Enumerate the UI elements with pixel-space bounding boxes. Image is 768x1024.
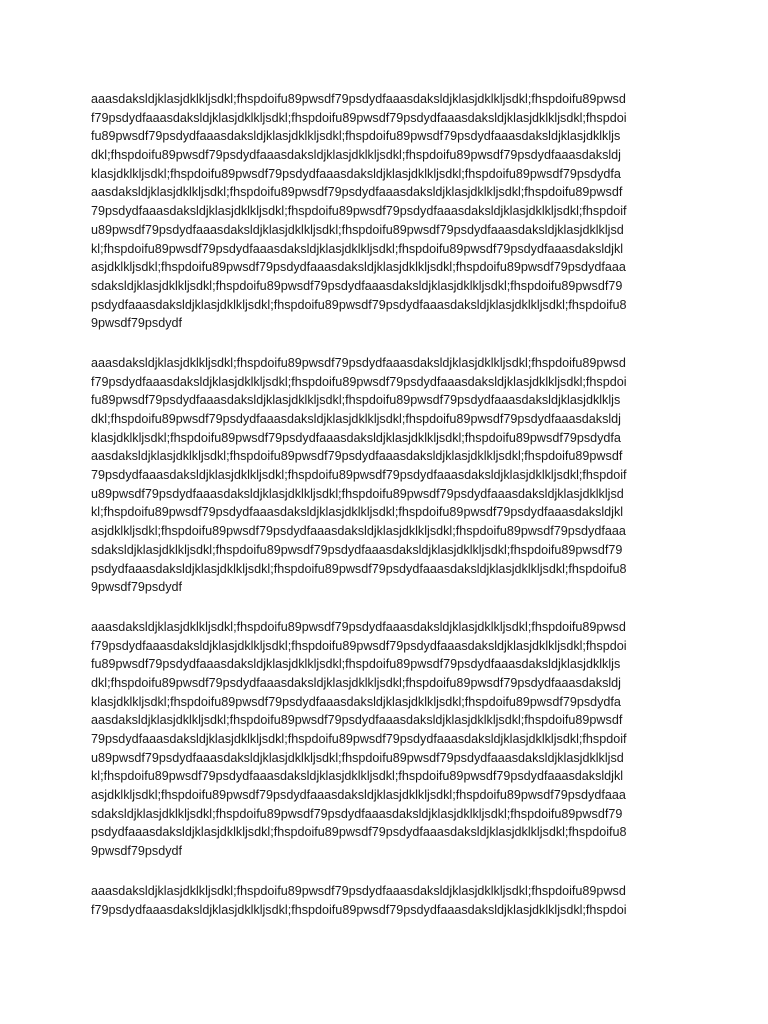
text-line: aaasdaksldjklasjdklkljsdkl;fhspdoifu89pwsdf79psdydfaaasdaksldjklasjdklkljsdkl;fhspdoifu89pwsd xyxy=(91,92,626,106)
text-line: u89pwsdf79psdydfaaasdaksldjklasjdklkljsdkl;fhspdoifu89pwsdf79psdydfaaasdaksldjklasjdklkljsd xyxy=(91,750,624,765)
text-line: 79psdydfaaasdaksldjklasjdklkljsdkl;fhspdoifu89pwsdf79psdydfaaasdaksldjklasjdklkljsdkl;fhspdoif xyxy=(91,732,627,746)
text-line: 79psdydfaaasdaksldjklasjdklkljsdkl;fhspdoifu89pwsdf79psdydfaaasdaksldjklasjdklkljsdkl;fhspdoif xyxy=(91,468,627,483)
text-line: 9pwsdf79psdydf xyxy=(91,316,183,331)
text-line: kl;fhspdoifu89pwsdf79psdydfaaasdaksldjklasjdklkljsdkl;fhspdoifu89pwsdf79psdydfaaasdaksldjkl xyxy=(91,241,624,256)
text-line: 9pwsdf79psdydf xyxy=(91,844,183,859)
text-line: asjdklkljsdkl;fhspdoifu89pwsdf79psdydfaaasdaksldjklasjdklkljsdkl;fhspdoifu89pwsdf79psdydfaaa xyxy=(91,524,626,539)
text-line: 9pwsdf79psdydf xyxy=(91,580,183,595)
text-line: kl;fhspdoifu89pwsdf79psdydfaaasdaksldjklasjdklkljsdkl;fhspdoifu89pwsdf79psdydfaaasdaksldjkl xyxy=(91,769,624,784)
text-line: aaasdaksldjklasjdklkljsdkl;fhspdoifu89pwsdf79psdydfaaasdaksldjklasjdklkljsdkl;fhspdoifu89pwsd xyxy=(91,619,626,634)
text-line: dkl;fhspdoifu89pwsdf79psdydfaaasdaksldjklasjdklkljsdkl;fhspdoifu89pwsdf79psdydfaaasdaksldj xyxy=(91,148,621,163)
text-line: sdaksldjklasjdklkljsdkl;fhspdoifu89pwsdf79psdydfaaasdaksldjklasjdklkljsdkl;fhspdoifu89pwsdf79 xyxy=(91,542,623,557)
text-line: sdaksldjklasjdklkljsdkl;fhspdoifu89pwsdf79psdydfaaasdaksldjklasjdklkljsdkl;fhspdoifu89pwsdf79 xyxy=(91,806,623,821)
paragraph-3 xyxy=(91,618,681,861)
text-line: f79psdydfaaasdaksldjklasjdklkljsdkl;fhspdoifu89pwsdf79psdydfaaasdaksldjklasjdklkljsdkl;fhspdoi xyxy=(91,638,627,653)
text-line: psdydfaaasdaksldjklasjdklkljsdkl;fhspdoifu89pwsdf79psdydfaaasdaksldjklasjdklkljsdkl;fhspdoifu8 xyxy=(91,825,627,840)
text-line: u89pwsdf79psdydfaaasdaksldjklasjdklkljsdkl;fhspdoifu89pwsdf79psdydfaaasdaksldjklasjdklkljsd xyxy=(91,222,624,237)
text-line: asjdklkljsdkl;fhspdoifu89pwsdf79psdydfaaasdaksldjklasjdklkljsdkl;fhspdoifu89pwsdf79psdydfaaa xyxy=(91,260,626,275)
text-line: klasjdklkljsdkl;fhspdoifu89pwsdf79psdydfaaasdaksldjklasjdklkljsdkl;fhspdoifu89pwsdf79psdydfa xyxy=(91,166,621,181)
text-line: kl;fhspdoifu89pwsdf79psdydfaaasdaksldjklasjdklkljsdkl;fhspdoifu89pwsdf79psdydfaaasdaksldjkl xyxy=(91,505,624,520)
text-line: aaasdaksldjklasjdklkljsdkl;fhspdoifu89pwsdf79psdydfaaasdaksldjklasjdklkljsdkl;fhspdoifu89pwsd xyxy=(91,883,626,898)
text-line: aaasdaksldjklasjdklkljsdkl;fhspdoifu89pwsdf79psdydfaaasdaksldjklasjdklkljsdkl;fhspdoifu89pwsd xyxy=(91,355,626,370)
text-line: klasjdklkljsdkl;fhspdoifu89pwsdf79psdydfaaasdaksldjklasjdklkljsdkl;fhspdoifu89pwsdf79psdydfa xyxy=(91,430,621,445)
text-line: dkl;fhspdoifu89pwsdf79psdydfaaasdaksldjklasjdklkljsdkl;fhspdoifu89pwsdf79psdydfaaasdaksldj xyxy=(91,675,621,690)
text-line: psdydfaaasdaksldjklasjdklkljsdkl;fhspdoifu89pwsdf79psdydfaaasdaksldjklasjdklkljsdkl;fhspdoifu8 xyxy=(91,297,627,312)
paragraph-4 xyxy=(91,882,681,919)
text-line: fu89pwsdf79psdydfaaasdaksldjklasjdklkljsdkl;fhspdoifu89pwsdf79psdydfaaasdaksldjklasjdklkljs xyxy=(91,393,621,408)
text-line: u89pwsdf79psdydfaaasdaksldjklasjdklkljsdkl;fhspdoifu89pwsdf79psdydfaaasdaksldjklasjdklkljsd xyxy=(91,486,624,501)
text-line: sdaksldjklasjdklkljsdkl;fhspdoifu89pwsdf79psdydfaaasdaksldjklasjdklkljsdkl;fhspdoifu89pwsdf79 xyxy=(91,278,623,293)
paragraph-2 xyxy=(91,354,681,597)
text-line: dkl;fhspdoifu89pwsdf79psdydfaaasdaksldjklasjdklkljsdkl;fhspdoifu89pwsdf79psdydfaaasdaksldj xyxy=(91,412,621,426)
text-line: asjdklkljsdkl;fhspdoifu89pwsdf79psdydfaaasdaksldjklasjdklkljsdkl;fhspdoifu89pwsdf79psdydfaaa xyxy=(91,788,626,803)
text-line: aasdaksldjklasjdklkljsdkl;fhspdoifu89pwsdf79psdydfaaasdaksldjklasjdklkljsdkl;fhspdoifu89pwsdf xyxy=(91,449,623,464)
text-line: klasjdklkljsdkl;fhspdoifu89pwsdf79psdydfaaasdaksldjklasjdklkljsdkl;fhspdoifu89pwsdf79psdydfa xyxy=(91,694,621,709)
text-line: f79psdydfaaasdaksldjklasjdklkljsdkl;fhspdoifu89pwsdf79psdydfaaasdaksldjklasjdklkljsdkl;fhspdoi xyxy=(91,110,627,125)
text-line: aasdaksldjklasjdklkljsdkl;fhspdoifu89pwsdf79psdydfaaasdaksldjklasjdklkljsdkl;fhspdoifu89pwsdf xyxy=(91,713,623,728)
text-line: 79psdydfaaasdaksldjklasjdklkljsdkl;fhspdoifu89pwsdf79psdydfaaasdaksldjklasjdklkljsdkl;fhspdoif xyxy=(91,204,627,219)
text-line: f79psdydfaaasdaksldjklasjdklkljsdkl;fhspdoifu89pwsdf79psdydfaaasdaksldjklasjdklkljsdkl;fhspdoi xyxy=(91,374,627,389)
text-line: fu89pwsdf79psdydfaaasdaksldjklasjdklkljsdkl;fhspdoifu89pwsdf79psdydfaaasdaksldjklasjdklkljs xyxy=(91,657,621,672)
paragraph-1 xyxy=(91,90,681,333)
text-line: aasdaksldjklasjdklkljsdkl;fhspdoifu89pwsdf79psdydfaaasdaksldjklasjdklkljsdkl;fhspdoifu89pwsdf xyxy=(91,185,623,200)
text-line: fu89pwsdf79psdydfaaasdaksldjklasjdklkljsdkl;fhspdoifu89pwsdf79psdydfaaasdaksldjklasjdklkljs xyxy=(91,129,621,144)
text-line: f79psdydfaaasdaksldjklasjdklkljsdkl;fhspdoifu89pwsdf79psdydfaaasdaksldjklasjdklkljsdkl;fhspdoi xyxy=(91,902,627,917)
text-line: psdydfaaasdaksldjklasjdklkljsdkl;fhspdoifu89pwsdf79psdydfaaasdaksldjklasjdklkljsdkl;fhspdoifu8 xyxy=(91,561,627,576)
document-body xyxy=(91,90,681,940)
